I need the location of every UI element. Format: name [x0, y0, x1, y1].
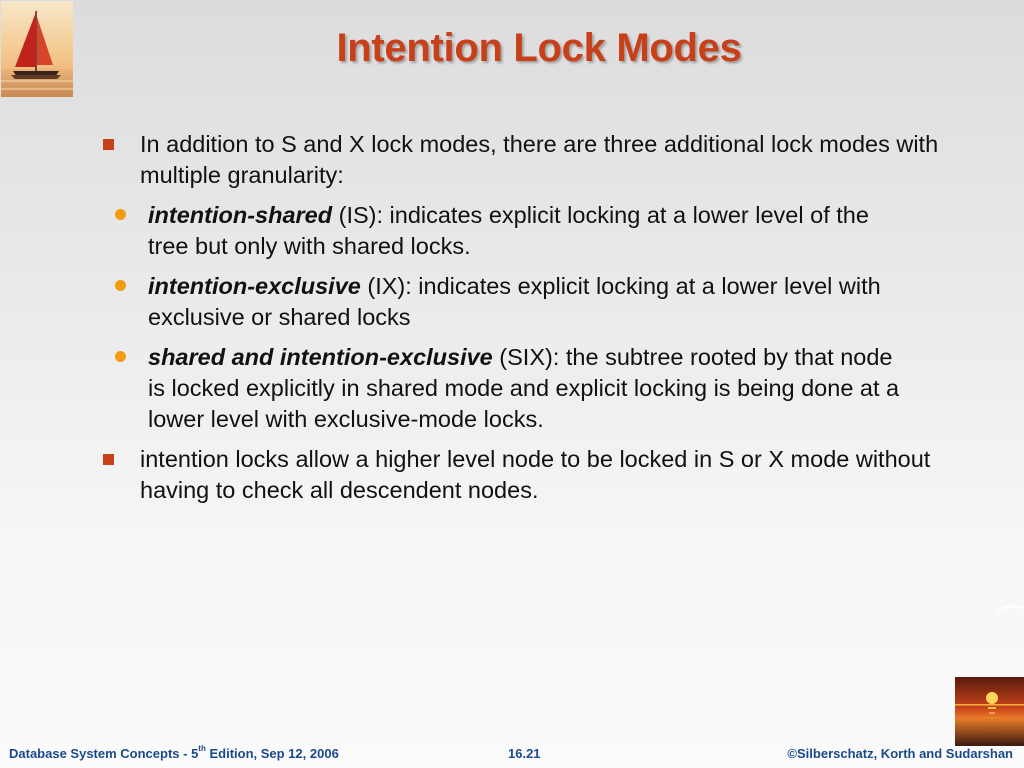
slide-title: Intention Lock Modes	[336, 26, 742, 70]
term-description: (SIX): the subtree rooted by that node is locked explicitly in shared mode and explicit locking is being done at a lower level with exclusive-mode locks.	[148, 344, 900, 432]
square-bullet-icon	[103, 454, 114, 465]
bullet-item	[102, 444, 952, 506]
footer-copyright: ©Silberschatz, Korth and Sudarshan	[787, 746, 1013, 761]
bullet-text: intention locks allow a higher level node to be locked in S or X mode without having to check all descendent nodes.	[140, 446, 931, 503]
sub-bullet-list	[64, 200, 952, 435]
slide-number: 16.21	[508, 746, 541, 761]
term: intention-shared	[148, 202, 333, 228]
sub-bullet-item	[64, 342, 908, 435]
sub-bullet-item	[64, 271, 908, 333]
footer-left-prefix: Database System Concepts - 5	[9, 746, 199, 761]
bullet-item	[102, 129, 952, 191]
square-bullet-icon	[103, 139, 114, 150]
term: shared and intention-exclusive	[148, 344, 493, 370]
sub-bullet-item	[64, 200, 908, 262]
term: intention-exclusive	[148, 273, 361, 299]
dot-bullet-icon	[115, 280, 126, 291]
footer-left-suffix: Edition, Sep 12, 2006	[205, 746, 339, 761]
footer	[0, 746, 1024, 766]
footer-course-info	[9, 746, 339, 761]
term-description: (IS): indicates explicit locking at a lower level of the tree but only with shared locks.	[148, 202, 869, 259]
dot-bullet-icon	[115, 209, 126, 220]
slide-content	[102, 129, 952, 514]
sunset-icon	[955, 677, 1024, 746]
term-description: (IX): indicates explicit locking at a lower level with exclusive or shared locks	[148, 273, 881, 330]
footer-left-sup: th	[198, 744, 206, 753]
dot-bullet-icon	[115, 351, 126, 362]
swoosh-decoration	[995, 600, 1024, 620]
bullet-text: In addition to S and X lock modes, there are three additional lock modes with multiple granularity:	[140, 131, 939, 188]
